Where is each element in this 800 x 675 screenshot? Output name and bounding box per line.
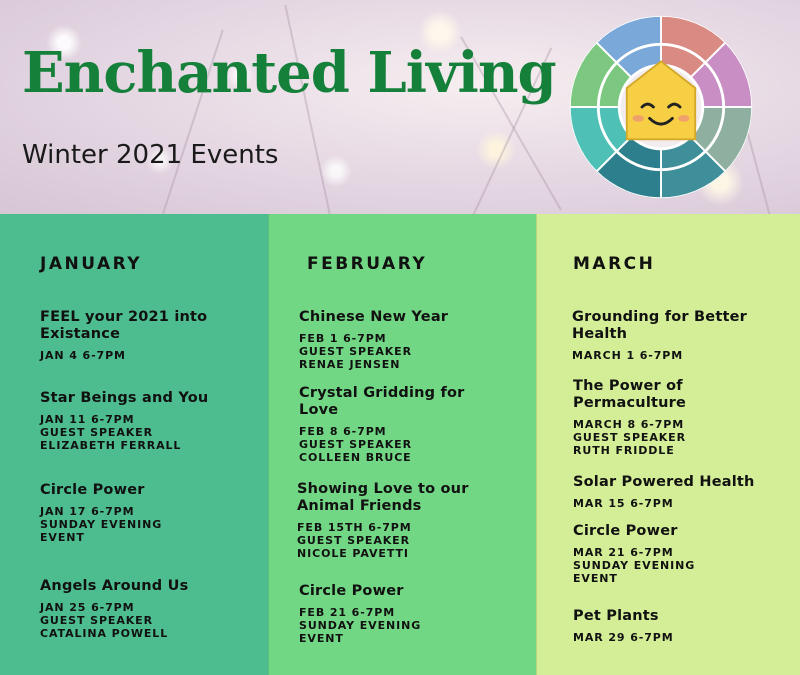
- event-title: Grounding for Better Health: [572, 309, 747, 342]
- event-date: JAN 4 6-7PM: [40, 349, 126, 362]
- event-detail-line: GUEST SPEAKER: [573, 431, 686, 444]
- event-detail-line: EVENT: [573, 572, 618, 585]
- event-title: Crystal Gridding for Love: [299, 385, 465, 418]
- month-heading: MARCH: [573, 254, 656, 274]
- event-item: [573, 474, 793, 510]
- event-date: MAR 15 6-7PM: [573, 497, 674, 510]
- event-title: Solar Powered Health: [573, 474, 755, 490]
- event-detail-line: CATALINA POWELL: [40, 627, 169, 640]
- event-date: FEB 1 6-7PM: [299, 332, 387, 345]
- march-column: [536, 214, 800, 675]
- event-detail-line: RUTH FRIDDLE: [573, 444, 675, 457]
- event-details: [40, 349, 240, 362]
- event-detail-line: GUEST SPEAKER: [299, 345, 412, 358]
- event-detail-line: EVENT: [40, 531, 85, 544]
- event-detail-line: NICOLE PAVETTI: [297, 547, 409, 560]
- event-item: [40, 309, 240, 362]
- event-date: JAN 17 6-7PM: [40, 505, 135, 518]
- event-date: FEB 15TH 6-7PM: [297, 521, 412, 534]
- event-item: [40, 482, 250, 544]
- january-column: [0, 214, 268, 675]
- event-date: FEB 21 6-7PM: [299, 606, 396, 619]
- event-detail-line: GUEST SPEAKER: [297, 534, 410, 547]
- event-item: [40, 390, 250, 452]
- event-item: [573, 608, 783, 644]
- event-item: [40, 578, 250, 640]
- event-details: [40, 413, 250, 452]
- event-title: Circle Power: [40, 482, 145, 498]
- event-detail-line: GUEST SPEAKER: [40, 426, 153, 439]
- event-title: Chinese New Year: [299, 309, 449, 325]
- page-subtitle: Winter 2021 Events: [22, 140, 279, 170]
- event-item: [299, 385, 499, 464]
- event-detail-line: GUEST SPEAKER: [40, 614, 153, 627]
- event-date: MARCH 8 6-7PM: [573, 418, 685, 431]
- event-details: [297, 521, 512, 560]
- event-date: JAN 11 6-7PM: [40, 413, 135, 426]
- event-detail-line: SUNDAY EVENING: [40, 518, 163, 531]
- event-details: [573, 418, 763, 457]
- event-details: [573, 546, 783, 585]
- event-details: [40, 601, 250, 640]
- february-column: [268, 214, 536, 675]
- event-item: [573, 378, 763, 457]
- month-heading: FEBRUARY: [307, 254, 428, 274]
- branch-decoration: [284, 5, 332, 214]
- event-details: [299, 425, 499, 464]
- event-item: [299, 583, 509, 645]
- event-date: MAR 21 6-7PM: [573, 546, 674, 559]
- smiling-house-mandala-icon: [566, 12, 756, 202]
- event-detail-line: SUNDAY EVENING: [299, 619, 422, 632]
- event-item: [573, 523, 783, 585]
- header-banner: [0, 0, 800, 214]
- event-details: [572, 349, 772, 362]
- event-title: Pet Plants: [573, 608, 659, 624]
- event-detail-line: SUNDAY EVENING: [573, 559, 696, 572]
- event-detail-line: COLLEEN BRUCE: [299, 451, 412, 464]
- event-details: [573, 497, 793, 510]
- event-title: Circle Power: [573, 523, 678, 539]
- event-title: Star Beings and You: [40, 390, 209, 406]
- event-date: MAR 29 6-7PM: [573, 631, 674, 644]
- event-item: [572, 309, 772, 362]
- event-title: Showing Love to our Animal Friends: [297, 481, 469, 514]
- event-title: Circle Power: [299, 583, 404, 599]
- event-date: JAN 25 6-7PM: [40, 601, 135, 614]
- event-detail-line: RENAE JENSEN: [299, 358, 401, 371]
- event-details: [573, 631, 783, 644]
- month-heading: JANUARY: [40, 254, 143, 274]
- event-details: [299, 606, 509, 645]
- event-detail-line: EVENT: [299, 632, 344, 645]
- event-title: Angels Around Us: [40, 578, 189, 594]
- event-item: [297, 481, 512, 560]
- event-date: MARCH 1 6-7PM: [572, 349, 684, 362]
- event-detail-line: ELIZABETH FERRALL: [40, 439, 182, 452]
- event-details: [299, 332, 499, 371]
- page-title: Enchanted Living: [22, 40, 556, 106]
- event-title: FEEL your 2021 into Existance: [40, 309, 208, 342]
- event-title: The Power of Permaculture: [573, 378, 687, 411]
- event-item: [299, 309, 499, 371]
- event-date: FEB 8 6-7PM: [299, 425, 387, 438]
- event-details: [40, 505, 250, 544]
- event-detail-line: GUEST SPEAKER: [299, 438, 412, 451]
